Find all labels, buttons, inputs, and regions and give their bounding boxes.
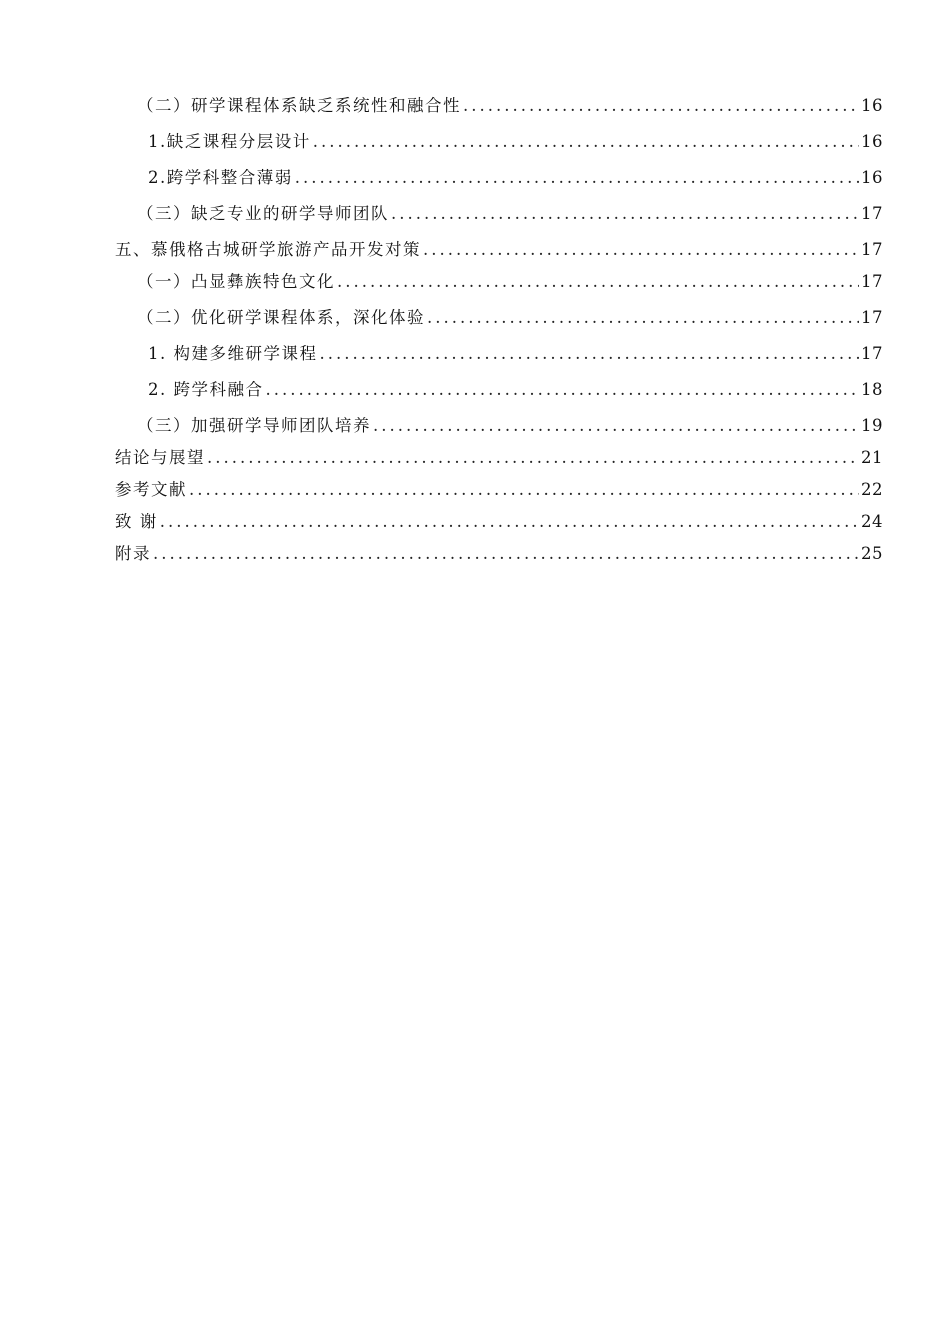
toc-entry[interactable]	[115, 508, 883, 540]
toc-leader-dots	[160, 512, 859, 531]
toc-entry-title: 2. 跨学科融合	[148, 380, 264, 399]
toc-page-number: 21	[861, 448, 883, 467]
toc-entry-title: （三）缺乏专业的研学导师团队	[137, 204, 389, 223]
toc-page-number: 22	[861, 480, 883, 499]
toc-entry[interactable]	[115, 444, 883, 476]
toc-leader-dots	[463, 96, 859, 115]
toc-page-number: 17	[861, 344, 883, 363]
toc-page-number: 25	[861, 544, 883, 563]
toc-entry-title: 2.跨学科整合薄弱	[148, 168, 293, 187]
toc-leader-dots	[337, 272, 859, 291]
toc-entry[interactable]	[115, 304, 883, 340]
toc-entry[interactable]	[115, 200, 883, 236]
toc-entry[interactable]	[115, 236, 883, 268]
toc-entry[interactable]	[115, 376, 883, 412]
toc-entry-title: 1. 构建多维研学课程	[148, 344, 318, 363]
toc-leader-dots	[427, 308, 859, 327]
toc-entry[interactable]	[115, 476, 883, 508]
toc-entry-title: 五、慕俄格古城研学旅游产品开发对策	[115, 240, 421, 259]
toc-entry-title: （二）优化研学课程体系，深化体验	[137, 308, 425, 327]
toc-page-number: 17	[861, 204, 883, 223]
toc-entry[interactable]	[115, 340, 883, 376]
toc-entry-title: 结论与展望	[115, 448, 205, 467]
toc-leader-dots	[373, 416, 859, 435]
toc-entry[interactable]	[115, 540, 883, 572]
toc-entry[interactable]	[115, 92, 883, 128]
toc-page-number: 18	[861, 380, 883, 399]
toc-entry[interactable]	[115, 164, 883, 200]
toc-page-number: 19	[861, 416, 883, 435]
toc-page-number: 16	[861, 168, 883, 187]
toc-page-number: 17	[861, 272, 883, 291]
toc-entry-title: 1.缺乏课程分层设计	[148, 132, 311, 151]
toc-page-number: 17	[861, 308, 883, 327]
toc-entry-title: 致 谢	[115, 512, 158, 531]
toc-leader-dots	[153, 544, 859, 563]
toc-entry-title: 附录	[115, 544, 151, 563]
toc-leader-dots	[207, 448, 859, 467]
toc-entry[interactable]	[115, 412, 883, 444]
toc-page-number: 16	[861, 132, 883, 151]
table-of-contents	[115, 92, 883, 572]
toc-leader-dots	[295, 168, 859, 187]
toc-entry[interactable]	[115, 268, 883, 304]
toc-entry[interactable]	[115, 128, 883, 164]
toc-page-number: 24	[861, 512, 883, 531]
toc-leader-dots	[189, 480, 859, 499]
toc-entry-title: 参考文献	[115, 480, 187, 499]
toc-leader-dots	[320, 344, 860, 363]
toc-page-number: 17	[861, 240, 883, 259]
toc-leader-dots	[266, 380, 860, 399]
toc-entry-title: （三）加强研学导师团队培养	[137, 416, 371, 435]
toc-leader-dots	[423, 240, 859, 259]
toc-page-number: 16	[861, 96, 883, 115]
toc-leader-dots	[391, 204, 859, 223]
toc-entry-title: （二）研学课程体系缺乏系统性和融合性	[137, 96, 461, 115]
toc-leader-dots	[313, 132, 859, 151]
toc-entry-title: （一）凸显彝族特色文化	[137, 272, 335, 291]
